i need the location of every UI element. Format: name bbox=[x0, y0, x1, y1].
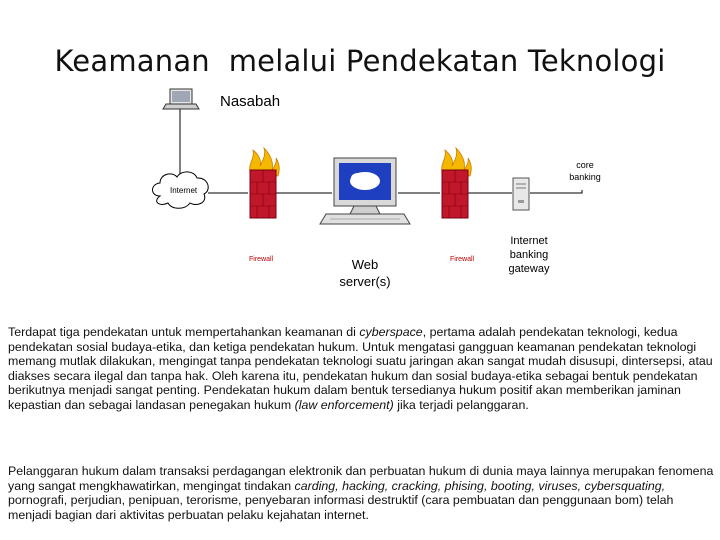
page-title: Keamanan melalui Pendekatan Teknologi bbox=[54, 44, 666, 78]
gateway-label: Internet banking gateway bbox=[508, 235, 550, 275]
paragraph-approaches bbox=[8, 325, 714, 413]
firewall-icon bbox=[250, 148, 280, 218]
firewall2-label: Firewall bbox=[450, 256, 475, 263]
monitor-icon bbox=[320, 158, 410, 224]
paragraph-text: Pelanggaran hukum dalam transaksi perdagangan elektronik dan perbuatan hukum di dunia maya lainnya merupakan fenomena yang sangat mengkhawatirkan, mengingat tindakan bbox=[8, 464, 714, 493]
web-server-label: Web server(s) bbox=[339, 257, 391, 289]
laptop-icon bbox=[163, 89, 199, 109]
firewall1-label: Firewall bbox=[249, 256, 274, 263]
paragraph-emphasis: carding, hacking, cracking, phising, booting, viruses, cybersquating, bbox=[294, 478, 666, 493]
paragraph-text: , pertama adalah pendekatan teknologi, kedua pendekatan sosial budaya-etika, dan ketiga pendekatan hukum. Untuk mengatasi gangguan keamanan pendekatan teknologi memang mutlak dilakukan, mengingat tanpa pendekatan teknologi suatu jaringan akan sangat mudah disusupi, dintersepsi, atau diakses secara ilegal dan tanpa hak. Oleh karena itu, pendekatan hukum dan sosial budaya-etika sebagai bentuk pendekatan berikutnya menjadi sangat penting. Pendekatan hukum dalam bentuk tersedianya hukum positif akan memberikan jaminan kepastian dan sebagai landasan penegakan hukum bbox=[8, 325, 713, 412]
paragraph-text: Terdapat tiga pendekatan untuk mempertahankan keamanan di bbox=[8, 325, 360, 339]
firewall-icon bbox=[442, 148, 472, 218]
server-tower-icon bbox=[513, 178, 529, 210]
paragraph-emphasis: cyberspace bbox=[359, 325, 423, 339]
paragraph-text: pornografi, perjudian, penipuan, terorisme, penyebaran informasi destruktif (cara pembuatan dan penggunaan bom) telah menjadi bagian dari aktivitas perbuatan pelaku kejahatan internet. bbox=[8, 493, 674, 522]
paragraph-violations bbox=[8, 464, 714, 522]
nasabah-label: Nasabah bbox=[220, 93, 281, 110]
internet-cloud-label: Internet bbox=[170, 186, 198, 195]
core-banking-label: core banking bbox=[569, 160, 601, 182]
paragraph-text: jika terjadi pelanggaran. bbox=[393, 397, 529, 412]
line-server-to-core bbox=[530, 190, 582, 193]
paragraph-emphasis: (law enforcement) bbox=[294, 397, 394, 412]
